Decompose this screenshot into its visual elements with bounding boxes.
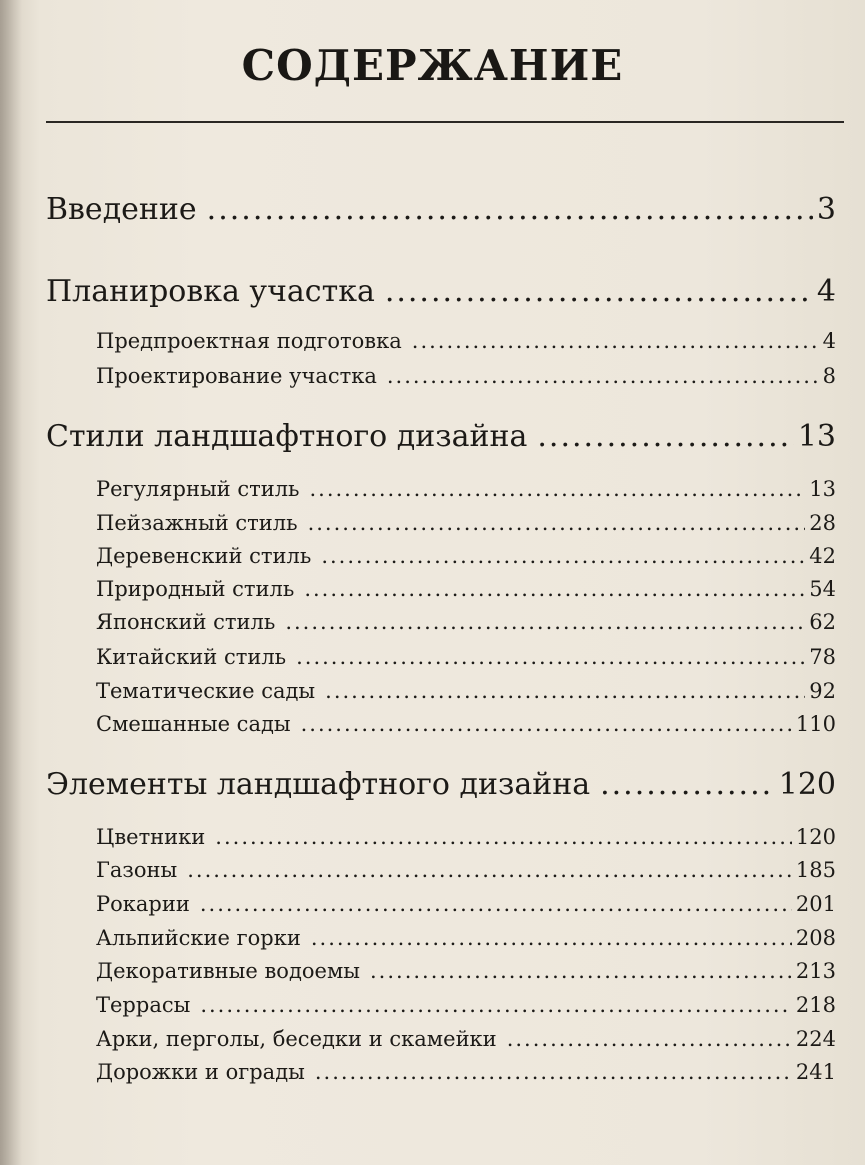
toc-subsection-label: Китайский стиль bbox=[96, 645, 287, 669]
toc-subsection-label: Рокарии bbox=[96, 892, 190, 916]
dot-leader bbox=[507, 1024, 792, 1054]
toc-section-landscape-elements bbox=[46, 765, 836, 805]
toc-page-number: 54 bbox=[809, 577, 836, 601]
toc-subsection bbox=[96, 508, 836, 538]
toc-page-number: 120 bbox=[795, 825, 836, 849]
toc-subsection bbox=[96, 822, 836, 852]
toc-subsection-label: Террасы bbox=[96, 993, 191, 1017]
toc-page-number: 62 bbox=[809, 610, 836, 634]
toc-subsection-label: Альпийские горки bbox=[96, 926, 301, 950]
toc-subsection-label: Декоративные водоемы bbox=[96, 959, 360, 983]
toc-page-number: 208 bbox=[795, 926, 836, 950]
toc-page-number: 28 bbox=[809, 511, 836, 535]
dot-leader bbox=[325, 676, 805, 706]
dot-leader bbox=[187, 855, 792, 885]
toc-subsection bbox=[96, 676, 836, 706]
dot-leader bbox=[308, 508, 806, 538]
toc-section-label: Введение bbox=[46, 192, 197, 227]
toc-page-number: 201 bbox=[795, 892, 836, 916]
toc-subsection-label: Японский стиль bbox=[96, 610, 276, 634]
dot-leader bbox=[200, 990, 792, 1020]
toc-page-number: 4 bbox=[816, 274, 836, 309]
toc-section-label: Стили ландшафтного дизайна bbox=[46, 419, 528, 454]
toc-subsection-label: Предпроектная подготовка bbox=[96, 329, 402, 353]
toc-subsection-label: Дорожки и ограды bbox=[96, 1060, 305, 1084]
dot-leader bbox=[412, 326, 819, 356]
toc-page-number: 213 bbox=[795, 959, 836, 983]
dot-leader bbox=[600, 765, 775, 805]
toc-subsection-label: Цветники bbox=[96, 825, 206, 849]
toc-page-number: 4 bbox=[822, 329, 836, 353]
dot-leader bbox=[387, 361, 819, 391]
toc-subsection-label: Деревенский стиль bbox=[96, 544, 312, 568]
toc-subsection-label: Тематические сады bbox=[96, 679, 316, 703]
toc-page-number: 185 bbox=[795, 858, 836, 882]
dot-leader bbox=[304, 574, 805, 604]
dot-leader bbox=[315, 1057, 792, 1087]
toc-page-number: 218 bbox=[795, 993, 836, 1017]
toc-subsection bbox=[96, 889, 836, 919]
dot-leader bbox=[385, 272, 813, 312]
dot-leader bbox=[301, 709, 792, 739]
toc-section-label: Элементы ландшафтного дизайна bbox=[46, 767, 591, 802]
page-title: СОДЕРЖАНИЕ bbox=[241, 41, 624, 90]
dot-leader bbox=[296, 642, 805, 672]
toc-page-number: 120 bbox=[778, 767, 836, 802]
dot-leader bbox=[285, 607, 805, 637]
toc-subsection bbox=[96, 642, 836, 672]
toc-subsection bbox=[96, 709, 836, 739]
dot-leader bbox=[309, 474, 805, 504]
toc-subsection-label: Природный стиль bbox=[96, 577, 295, 601]
dot-leader bbox=[215, 822, 792, 852]
toc-section-label: Планировка участка bbox=[46, 274, 375, 309]
toc-subsection-label: Газоны bbox=[96, 858, 178, 882]
toc-subsection bbox=[96, 574, 836, 604]
toc-page-number: 241 bbox=[795, 1060, 836, 1084]
toc-page-number: 3 bbox=[816, 192, 836, 227]
toc-subsection-label: Пейзажный стиль bbox=[96, 511, 298, 535]
dot-leader bbox=[311, 923, 792, 953]
toc-subsection-label: Арки, перголы, беседки и скамейки bbox=[96, 1027, 497, 1051]
toc-subsection bbox=[96, 990, 836, 1020]
dot-leader bbox=[200, 889, 792, 919]
toc-subsection bbox=[96, 956, 836, 986]
toc-page-number: 42 bbox=[809, 544, 836, 568]
toc-page-number: 8 bbox=[822, 364, 836, 388]
dot-leader bbox=[207, 190, 813, 230]
toc-subsection bbox=[96, 607, 836, 637]
dot-leader bbox=[537, 417, 793, 457]
toc-subsection bbox=[96, 326, 836, 356]
toc-section-site-planning bbox=[46, 272, 836, 312]
toc-subsection-label: Проектирование участка bbox=[96, 364, 377, 388]
toc-page-number: 78 bbox=[809, 645, 836, 669]
toc-section-introduction bbox=[46, 190, 836, 230]
toc-subsection bbox=[96, 1024, 836, 1054]
dot-leader bbox=[370, 956, 792, 986]
toc-subsection bbox=[96, 855, 836, 885]
toc-subsection-label: Регулярный стиль bbox=[96, 477, 300, 501]
toc-subsection bbox=[96, 474, 836, 504]
toc-section-landscape-styles bbox=[46, 417, 836, 457]
toc-subsection bbox=[96, 541, 836, 571]
toc-subsection-label: Смешанные сады bbox=[96, 712, 291, 736]
toc-page-number: 13 bbox=[797, 419, 836, 454]
toc-page-number: 224 bbox=[795, 1027, 836, 1051]
toc-subsection bbox=[96, 361, 836, 391]
toc-subsection bbox=[96, 923, 836, 953]
toc-page-number: 13 bbox=[809, 477, 836, 501]
toc-page-number: 110 bbox=[795, 712, 836, 736]
dot-leader bbox=[321, 541, 805, 571]
toc-page-number: 92 bbox=[809, 679, 836, 703]
toc-subsection bbox=[96, 1057, 836, 1087]
